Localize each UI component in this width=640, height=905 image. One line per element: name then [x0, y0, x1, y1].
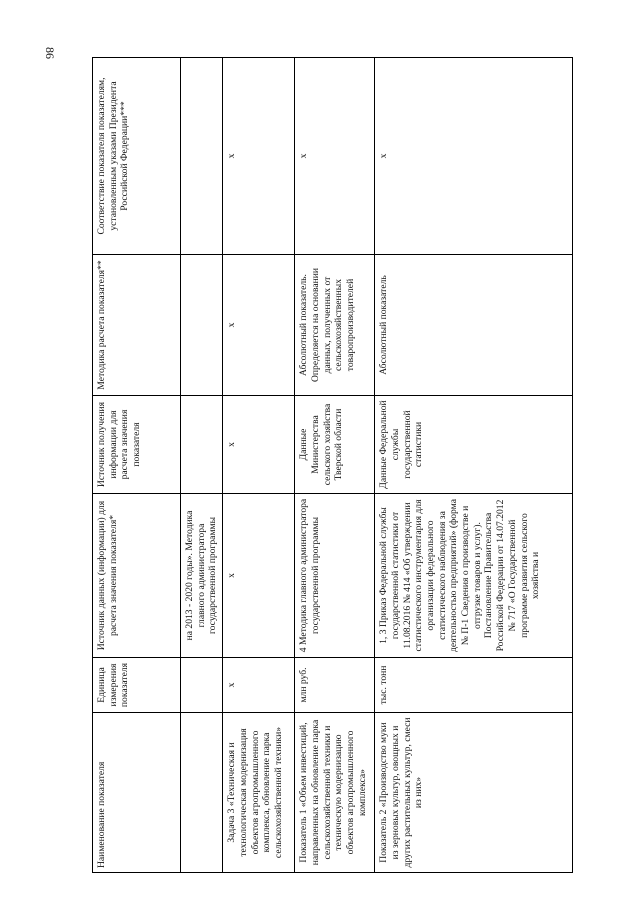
header-data-source: Источник данных (информации) для расчета значения показателя* — [93, 494, 181, 658]
cell-name — [181, 713, 223, 873]
table-row — [181, 58, 223, 873]
indicator-table — [92, 57, 573, 873]
cell-origin: Данные Министерства сельского хозяйства Тверской области — [295, 396, 375, 494]
header-presidential-compliance: Соответствие показателя показателям, установленным указами Президента Российской Федерации*** — [93, 58, 181, 255]
indicator-table-rotated — [92, 58, 572, 873]
cell-unit: тыс. тонн — [375, 658, 573, 713]
table-header-row — [93, 58, 181, 873]
header-indicator-name: Наименование показателя — [93, 713, 181, 873]
cell-unit: млн руб. — [295, 658, 375, 713]
header-info-origin: Источник получения информации для расчета значения показателя — [93, 396, 181, 494]
cell-source: 4 Методика главного администратора государственной программы — [295, 494, 375, 658]
cell-unit: x — [223, 658, 295, 713]
cell-origin — [181, 396, 223, 494]
table-row — [375, 58, 573, 873]
cell-name: Задача 3 «Техническая и технологическая модернизация объектов агропромышленного комплекса, обновление парка сельскохозяйственной техники» — [223, 713, 295, 873]
indicator-table-wrapper — [92, 58, 572, 873]
cell-compliance: x — [223, 58, 295, 255]
cell-method: Абсолютный показатель. Определяется на основании данных, полученных от сельскохозяйственных товаропроизводителей — [295, 255, 375, 396]
cell-method: x — [223, 255, 295, 396]
table-row — [223, 58, 295, 873]
cell-compliance — [181, 58, 223, 255]
cell-origin: x — [223, 396, 295, 494]
cell-name: Показатель 1 «Объем инвестиций, направленных на обновление парка сельскохозяйственной техники и техническую модернизацию объектов агропромышленного комплекса» — [295, 713, 375, 873]
table-row — [295, 58, 375, 873]
page-number: 86 — [43, 47, 58, 59]
cell-origin: Данные Федеральной службы государственной статистики — [375, 396, 573, 494]
cell-name: Показатель 2 «Производство муки из зерновых культур, овощных и других растительных культур, смеси из них» — [375, 713, 573, 873]
cell-method: Абсолютный показатель — [375, 255, 573, 396]
cell-compliance: x — [295, 58, 375, 255]
cell-source: на 2013 - 2020 годы». Методика главного администратора государственной программы — [181, 494, 223, 658]
cell-source: 1, 3 Приказ Федеральной службы государственной статистики от 11.08.2016 № 414 «Об утверждении статистического инструментария для организации федерального статистического наблюдения за деятельностью предприятий» (форма № П-1 Сведения о производстве и отгрузке товаров и услуг). Постановление Правительства Российской Федерации от 14.07.2012 № 717 «О Государственной программе развития сельского хозяйства и — [375, 494, 573, 658]
cell-compliance: x — [375, 58, 573, 255]
header-calc-method: Методика расчета показателя** — [93, 255, 181, 396]
cell-method — [181, 255, 223, 396]
header-unit: Единица измерения показателя — [93, 658, 181, 713]
cell-unit — [181, 658, 223, 713]
cell-source: x — [223, 494, 295, 658]
